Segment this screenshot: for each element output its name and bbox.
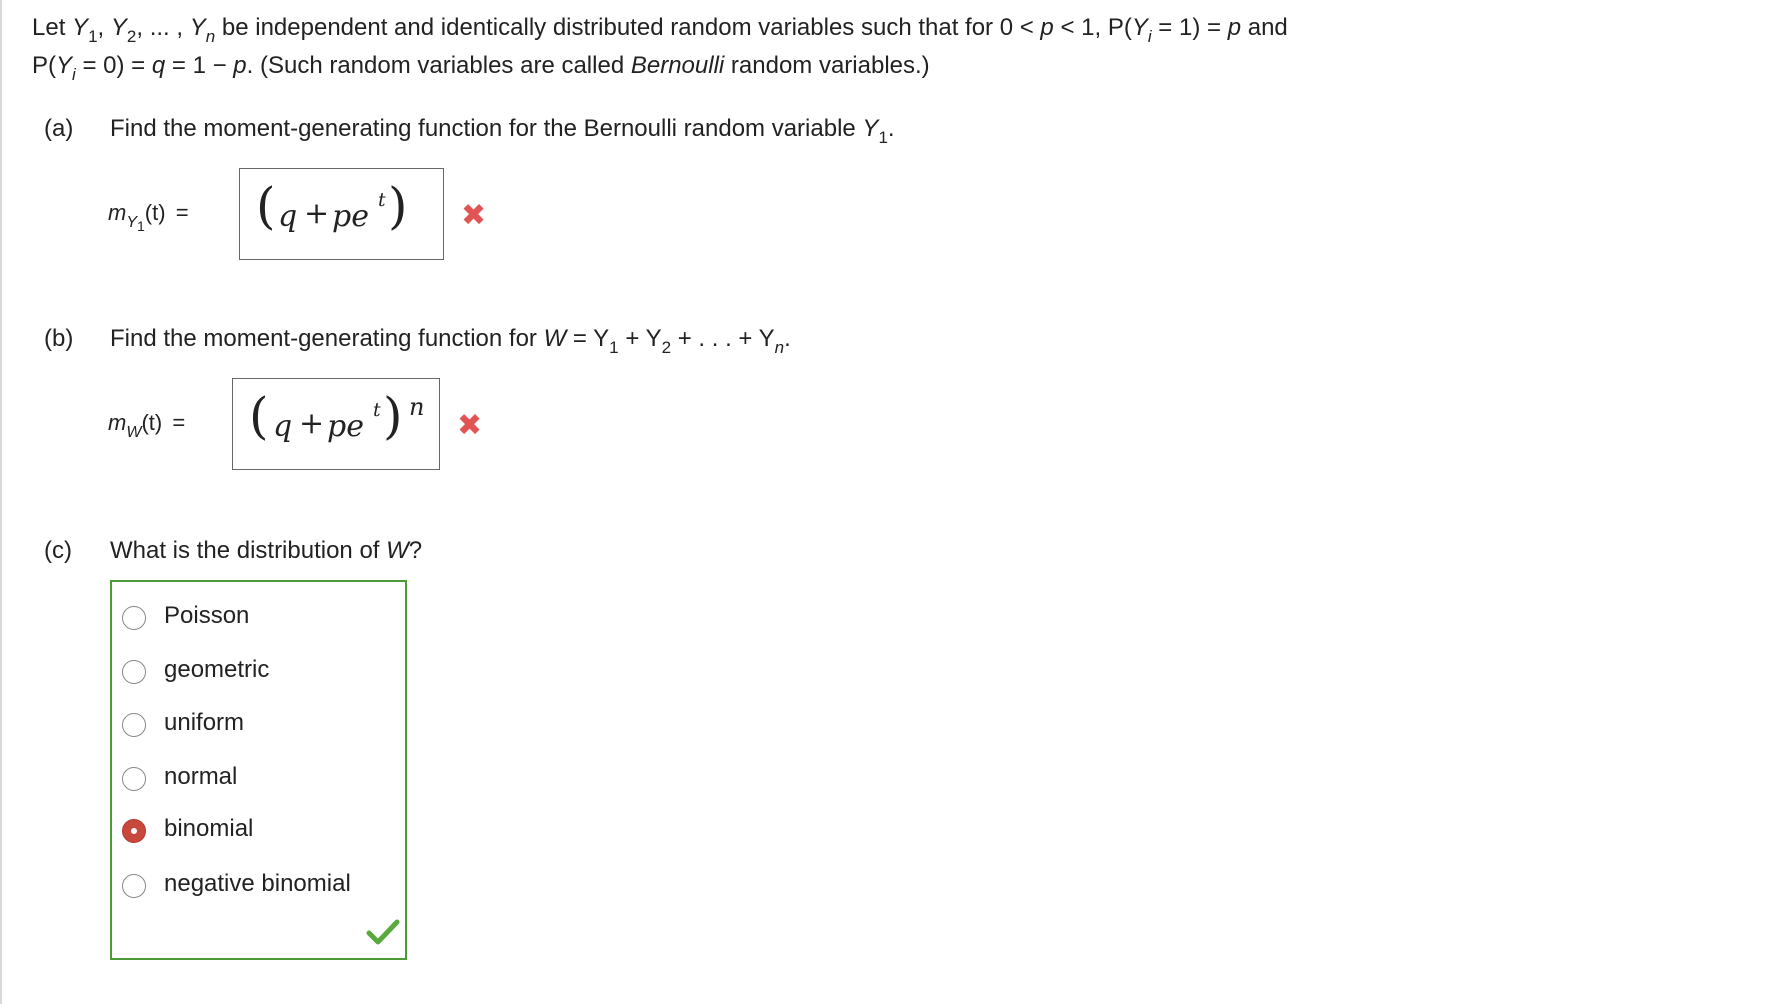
radio-uniform[interactable] bbox=[122, 713, 146, 737]
radio-binomial-selected[interactable] bbox=[122, 819, 146, 843]
problem-line-2: $P(Y_i = 0) = q = 1 - p$. (Such random variables are called Bernoulli random variables.) bbox=[32, 52, 930, 84]
option-label: normal bbox=[164, 763, 238, 790]
part-b-answer-label: $m_W(t)$ = bbox=[108, 410, 186, 441]
problem-line-1: Let $Y_1$, $Y_2$, ... , $Y_n$ be independent and identically distributed random variables such that for 0 < p < 1, $P(Y_i = 1) = p$ and bbox=[32, 14, 1288, 46]
part-b-answer-field[interactable]: ( q + pe t ) n bbox=[232, 378, 440, 470]
part-c-label: (c) bbox=[44, 537, 72, 564]
option-label: geometric bbox=[164, 656, 270, 683]
part-b-label: (b) bbox=[44, 325, 74, 352]
option-label: negative binomial bbox=[164, 870, 351, 897]
radio-normal[interactable] bbox=[122, 767, 146, 791]
radio-poisson[interactable] bbox=[122, 606, 146, 630]
option-label: binomial bbox=[164, 815, 254, 842]
part-a-answer-field[interactable]: ( q + pe t ) bbox=[239, 168, 444, 260]
left-border bbox=[0, 0, 2, 1004]
part-b-question: Find the moment-generating function for $W = Y_1 + Y_2$ + . . . + $Y_n$. bbox=[110, 325, 791, 357]
option-label: uniform bbox=[164, 709, 245, 736]
part-a-label: (a) bbox=[44, 115, 74, 142]
answer-choices-box bbox=[110, 580, 407, 960]
radio-negative-binomial[interactable] bbox=[122, 874, 146, 898]
radio-geometric[interactable] bbox=[122, 660, 146, 684]
option-label: Poisson bbox=[164, 602, 250, 629]
part-a-answer-label: $m_{Y_1}(t)$ = bbox=[108, 200, 189, 234]
part-a-question: Find the moment-generating function for the Bernoulli random variable $Y_1$. bbox=[110, 115, 895, 147]
part-c-question: What is the distribution of W? bbox=[110, 537, 423, 564]
checkmark-icon bbox=[366, 918, 400, 946]
x-mark-icon: ✖ bbox=[461, 198, 487, 233]
x-mark-icon: ✖ bbox=[457, 408, 483, 443]
